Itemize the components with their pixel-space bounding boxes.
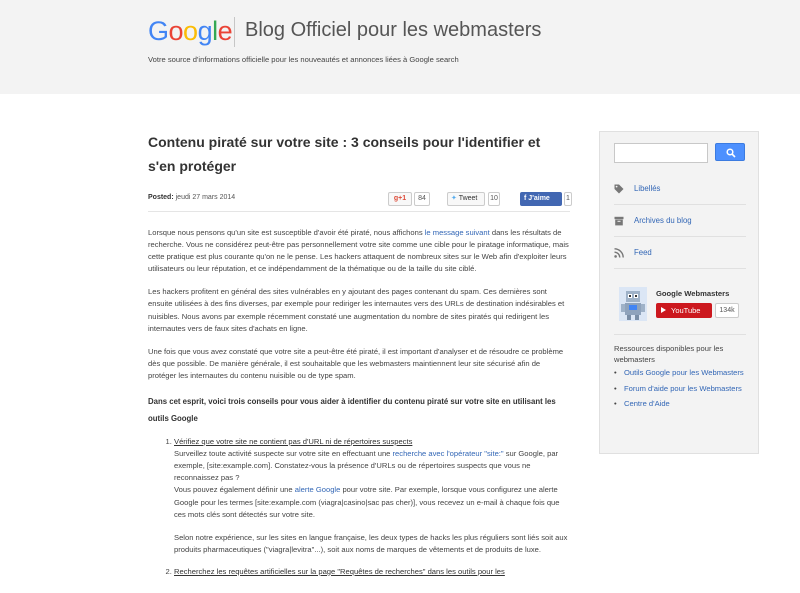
post-title[interactable]: Contenu piraté sur votre site : 3 conseils pour l'identifier et s'en protéger [148,134,541,174]
tip-1-heading: 1. Vérifiez que votre site ne contient pas d'URL ni de répertoires suspects [174,437,413,447]
sidebar-divider [614,236,746,237]
tip-1-text-c: Selon notre expérience, sur les sites en langue française, les deux types de hacks les plus réguliers sont liés soit aux produits pharmaceutiques ("viagra|levitra"...), soit aux noms de marques de vêtements et de produits de luxe. [174,532,568,554]
facebook-like-count: 1 [564,192,572,206]
tips-list [174,436,570,578]
channel-avatar[interactable] [619,287,647,321]
tip-2-heading: 2. Recherchez les requêtes artificielles sur la page "Requêtes de recherches" dans les outils pour les [174,566,505,576]
paragraph-2: Les hackers profitent en général des sites vulnérables en y ajoutant des pages contenant du spam. Ces dernières sont ensuite utilisées à des fins diverses, par exemple pour rediriger les internautes vers des URLs de destination indésirables et nuisibles. Nous avons par exemple récemment constaté une augmentation du nombre de sites piratés qui redirigent les internautes vers de faux sites d'achats en ligne. [148,287,565,333]
sidebar-divider [614,268,746,269]
logo-letter: e [217,16,233,46]
subscriber-count: 134k [715,303,739,318]
sidebar-item-label: Feed [634,248,652,257]
tip-1-text-b [174,484,570,520]
logo-separator [234,17,235,47]
like-label: J'aime [528,195,550,202]
blog-title[interactable]: Blog Officiel pour les webmasters [245,19,542,41]
site-operator-link[interactable]: recherche avec l'opérateur "site:" [392,449,504,459]
paragraph-text: sur Google, par exemple, [site:example.com]. Constatez-vous la présence d'URLs ou de répertoires suspects que vous ne reconnaissez pas ? [174,449,559,483]
search-input[interactable] [614,143,708,163]
tips-intro: Dans cet esprit, voici trois conseils pour vous aider à identifier du contenu piraté sur votre site en utilisant les outils Google [148,397,556,424]
tweet-button[interactable] [447,192,485,206]
youtube-label: YouTube [671,306,701,315]
facebook-icon: f [524,195,527,202]
tweet-label: Tweet [458,195,478,202]
blog-header [0,0,800,94]
posted-date-value: jeudi 27 mars 2014 [175,194,236,201]
tip-1-text-a [174,448,570,484]
hacked-message-link[interactable]: le message suivant [424,228,490,237]
posted-date [148,194,235,201]
resource-link-webmaster-tools[interactable]: • Outils Google pour les Webmasters [614,367,754,379]
facebook-like-button[interactable] [520,192,562,206]
logo-letter: o [183,16,198,46]
sidebar-item-label: Archives du blog [634,216,692,225]
paragraph-text: Lorsque nous pensons qu'un site est susceptible d'avoir été piraté, nous affichons [148,228,425,237]
google-logo[interactable] [148,16,232,47]
search-button[interactable] [715,143,745,161]
paragraph-text: dans les résultats de recherche. Vous ne considérez peut-être pas personnellement votre site comme une cible pour le piratage informatique, mais cette pratique est plus courante qu'on ne le pense. Les hackers attaquent de nombreux sites sur le Web afin d'exploiter leurs utilisateurs ou leur réputation, et ce indépendamment de la thématique ou de la taille du site ciblé. [148,228,569,274]
paragraph-3: Une fois que vous avez constaté que votre site a peut-être été piraté, il est important d'analyser et de résoudre ce problème dès que possible. De manière générale, il est souhaitable que les webmasters maintiennent leur site sécurisé afin de protéger les internautes du contenu nuisible ou de type spam. [148,346,564,380]
meta-divider [148,211,570,212]
resources-title: Ressources disponibles pour les webmasters [614,344,724,364]
paragraph-text: Vous pouvez également définir une [174,485,295,495]
post-body [148,227,570,588]
twitter-bird-icon: ✦ [451,195,457,202]
sidebar-divider [614,334,746,335]
resources-list [614,367,754,414]
logo-letter: g [197,16,213,46]
google-alert-link[interactable]: alerte Google [294,485,341,495]
logo-letter: o [168,16,184,46]
gplus-button[interactable]: g+1 [388,192,412,206]
gplus-count: 84 [414,192,430,206]
sidebar-divider [614,204,746,205]
resource-link-help-forum[interactable]: • Forum d'aide pour les Webmasters [614,383,754,395]
sidebar [599,131,759,454]
post-column [148,130,570,576]
blog-description: Votre source d'informations officielle pour les nouveautés et annonces liées à Google search [148,55,459,64]
rss-feed-icon [614,248,624,258]
paragraph-text: pour votre site. Par exemple, lorsque vous configurez une alerte Google pour les termes [site:example.com (viagra|casino|sac pas cher)], vous recevez un e-mail à chaque fois que ces mots clés sont détectés sur votre site. [174,485,560,519]
posted-label: Posted: [148,194,174,201]
archive-icon [614,216,624,226]
list-item [174,436,570,556]
tweet-count: 10 [488,192,500,206]
paragraph-1 [148,227,570,275]
channel-name[interactable]: Google Webmasters [656,289,730,298]
resource-link-help-center[interactable]: • Centre d'Aide [614,398,754,410]
youtube-play-icon [661,307,666,313]
logo-letter: l [212,16,218,46]
label-icon [614,184,624,194]
sidebar-item-label: Libellés [634,184,661,193]
paragraph-text: Surveillez toute activité suspecte sur votre site en effectuant une [174,449,393,459]
logo-letter: G [148,16,169,46]
post-meta [148,192,570,212]
list-item [174,566,570,578]
search-icon [726,148,736,158]
youtube-subscribe-button[interactable] [656,303,712,318]
